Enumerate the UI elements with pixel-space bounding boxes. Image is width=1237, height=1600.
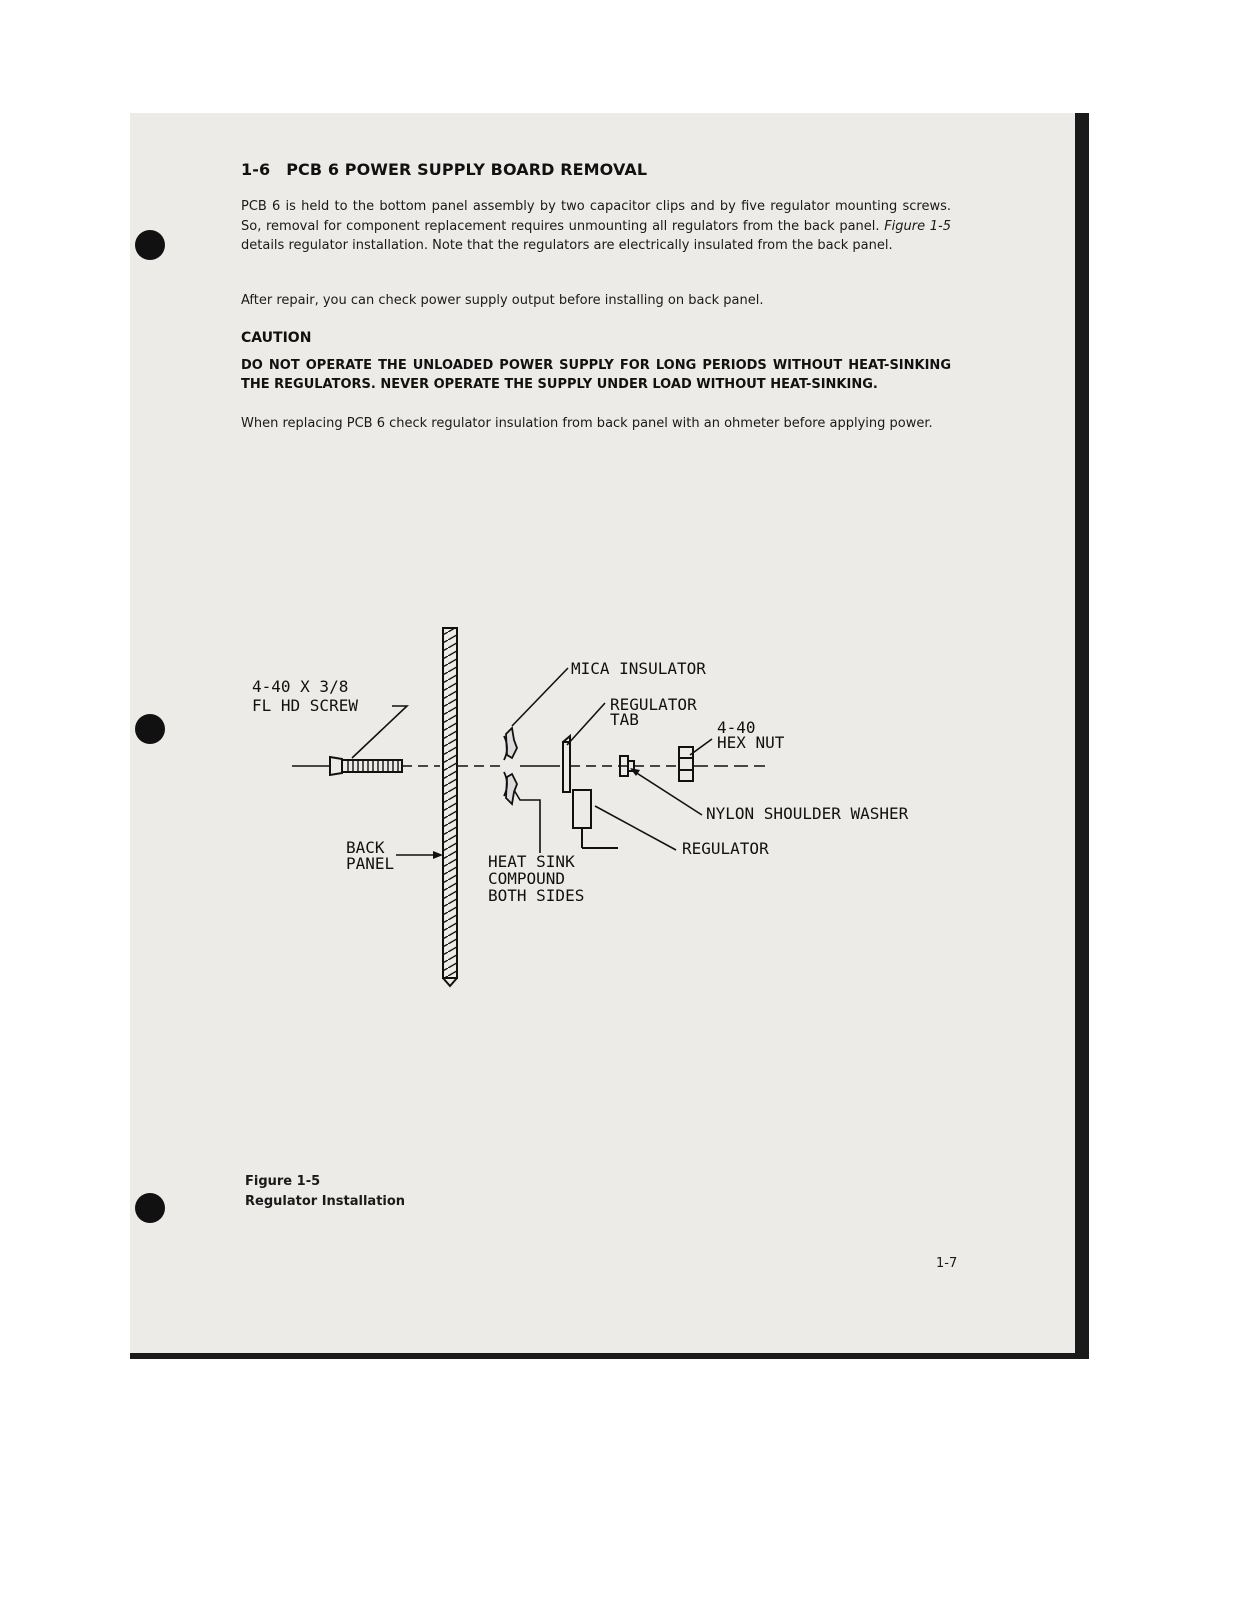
label-regulator-tab-line1: REGULATOR xyxy=(610,695,697,714)
label-nylon-washer: NYLON SHOULDER WASHER xyxy=(706,804,909,823)
label-back-panel-line2: PANEL xyxy=(346,854,395,873)
paragraph-removal-text-a: PCB 6 is held to the bottom panel assembly by two capacitor clips and by five regulator mounting screws. So, removal for component replacement requires unmounting all regulators from the back panel. xyxy=(241,199,951,234)
figure-label: Figure 1-5 xyxy=(245,1174,321,1189)
figure-reference: Figure 1-5 xyxy=(884,218,951,234)
label-screw-line2: FL HD SCREW xyxy=(252,696,358,715)
label-regulator: REGULATOR xyxy=(682,839,769,858)
label-screw-line1: 4-40 X 3/8 xyxy=(252,677,349,696)
caution-text: DO NOT OPERATE THE UNLOADED POWER SUPPLY FOR LONG PERIODS WITHOUT HEAT-SINKING THE REGULATORS. NEVER OPERATE THE SUPPLY UNDER LOAD WITHOUT HEAT-SINKING. xyxy=(241,358,951,392)
label-mica-insulator: MICA INSULATOR xyxy=(571,659,706,678)
page-number: 1-7 xyxy=(936,1256,958,1271)
paragraph-after-repair: After repair, you can check power supply output before installing on back panel. xyxy=(241,293,764,308)
figure-caption xyxy=(245,1172,405,1212)
caution-title: CAUTION xyxy=(241,330,312,346)
section-number: 1-6 xyxy=(241,160,271,179)
label-heat-sink-line3: BOTH SIDES xyxy=(488,886,585,905)
section-title: PCB 6 POWER SUPPLY BOARD REMOVAL xyxy=(286,160,648,179)
label-hex-nut-line1: 4-40 xyxy=(717,718,756,737)
paragraph-replacing: When replacing PCB 6 check regulator insulation from back panel with an ohmeter before applying power. xyxy=(241,416,933,431)
label-hex-nut-line2: HEX NUT xyxy=(717,733,785,752)
label-heat-sink-line1: HEAT SINK xyxy=(488,852,575,871)
regulator-shape xyxy=(563,736,618,848)
label-heat-sink-line2: COMPOUND xyxy=(488,869,566,888)
label-regulator-tab-line2: TAB xyxy=(610,710,639,729)
back-panel xyxy=(443,628,457,986)
figure-title: Regulator Installation xyxy=(245,1194,406,1209)
label-back-panel-line1: BACK xyxy=(346,838,385,857)
paragraph-removal-text-b: details regulator installation. Note that the regulators are electrically insulated from the back panel. xyxy=(241,238,893,253)
screw-shape xyxy=(330,757,402,775)
hex-nut-shape xyxy=(679,747,693,781)
